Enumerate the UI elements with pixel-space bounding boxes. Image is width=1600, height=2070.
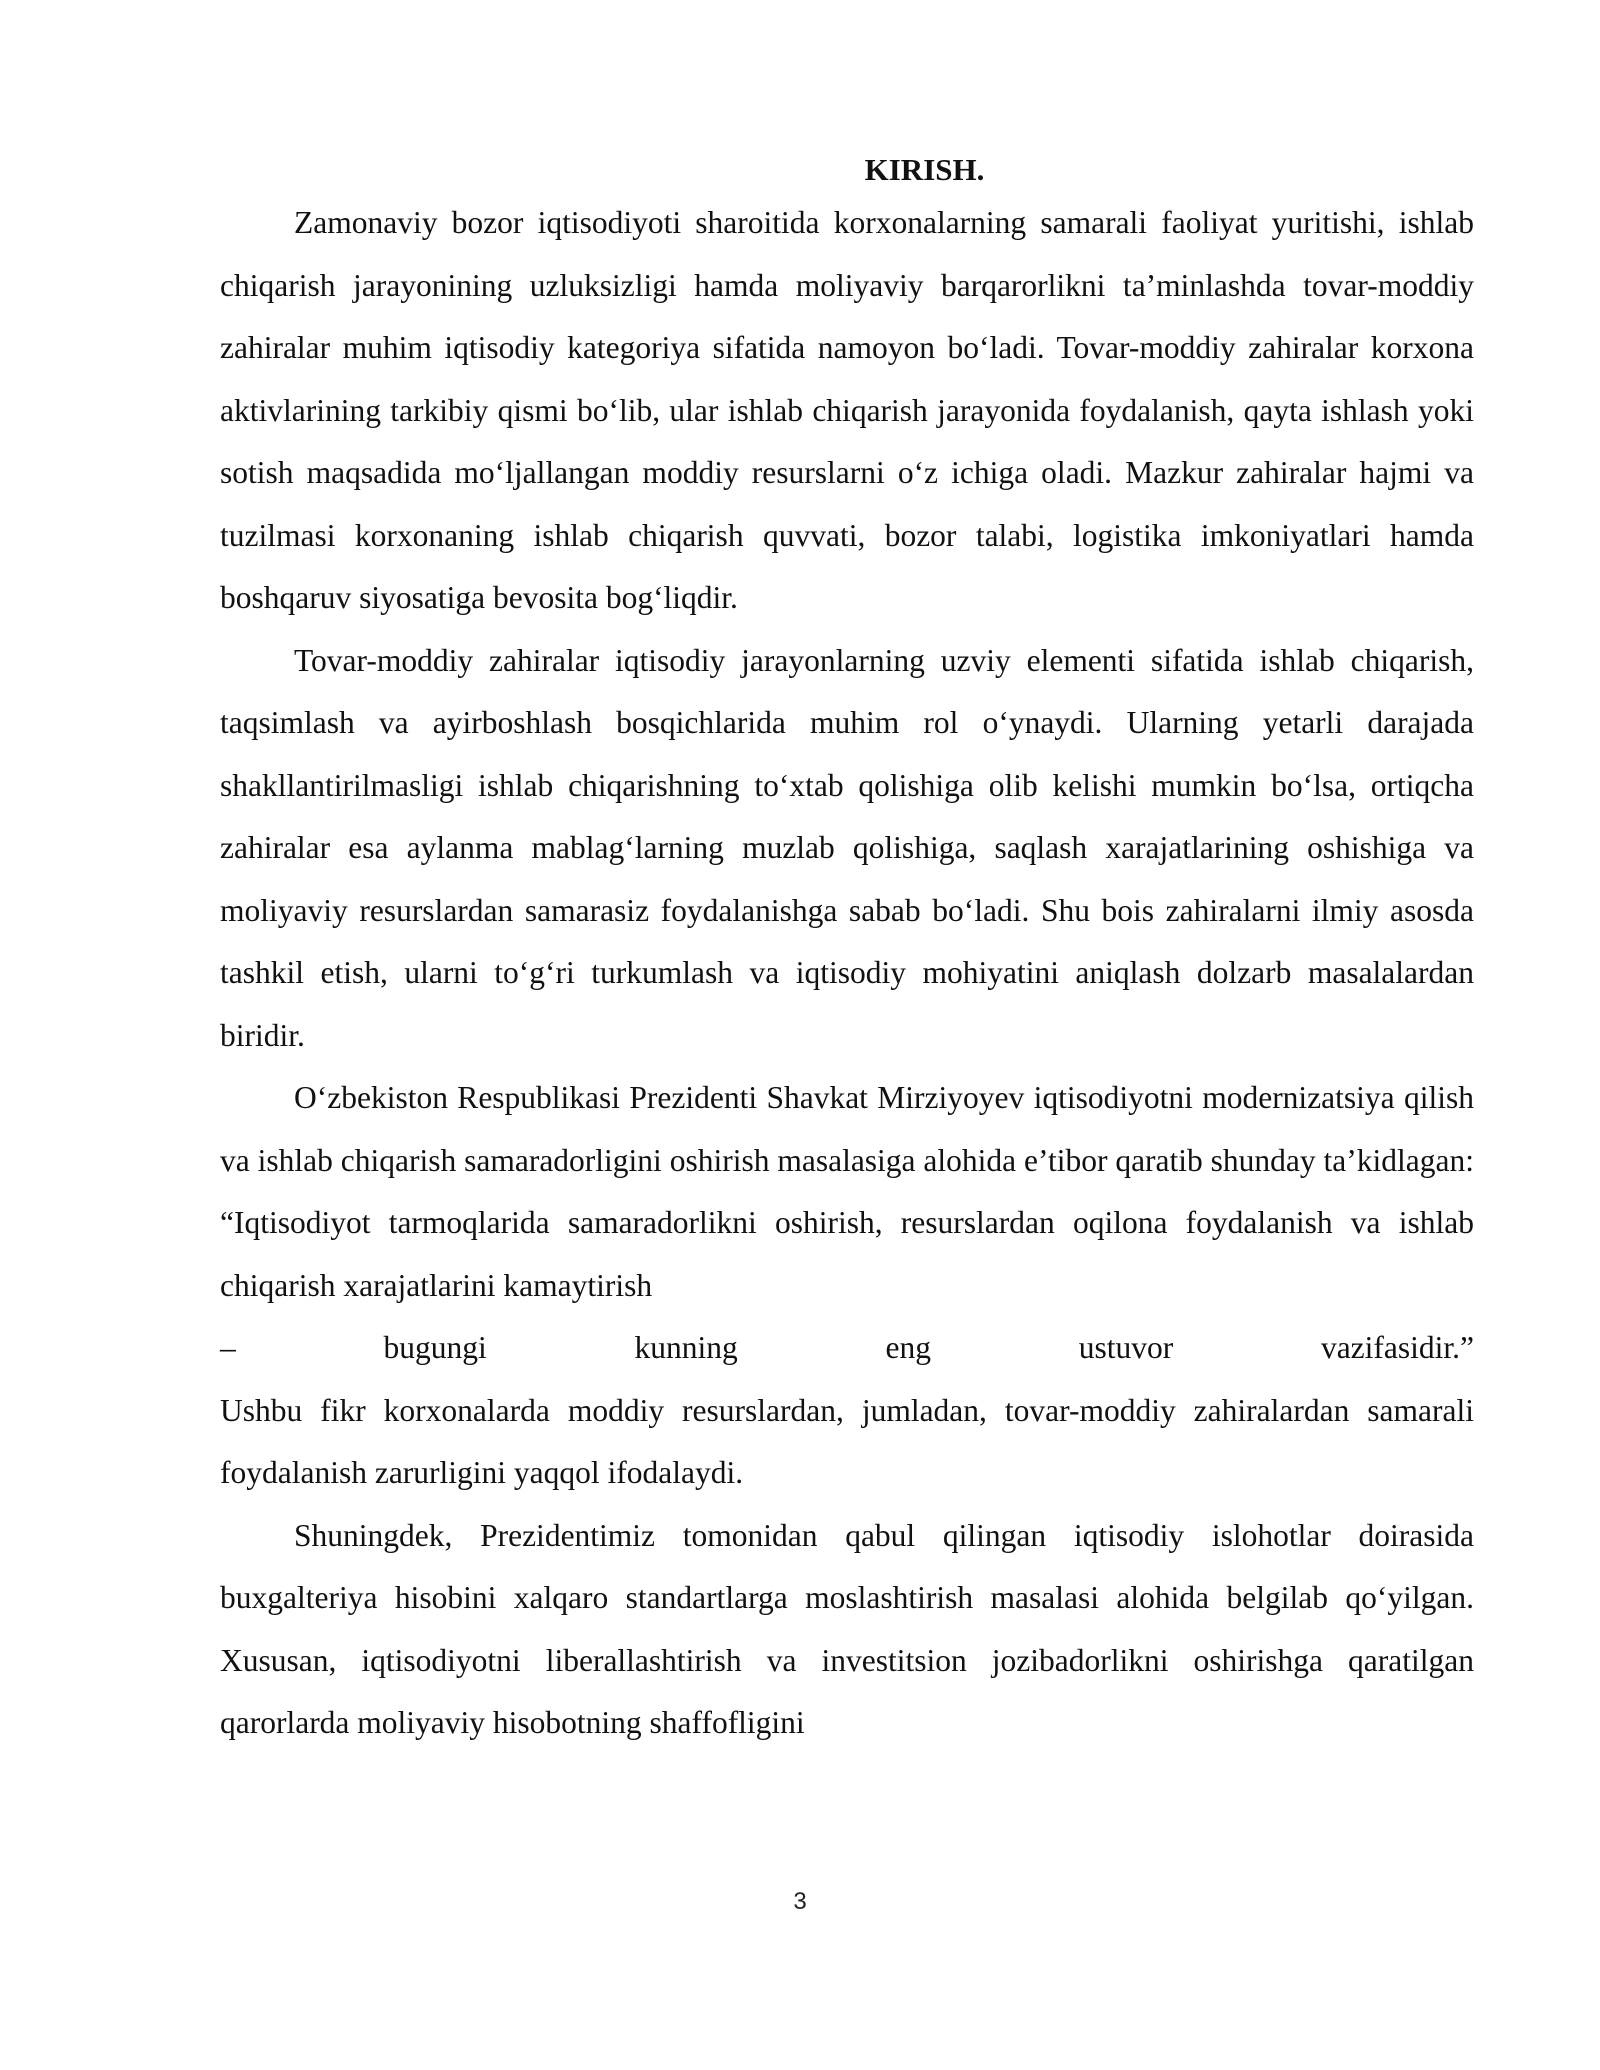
quote-word: vazifasidir.” [1320,1330,1474,1365]
page-content [220,148,1474,1755]
quote-closing-line [220,1317,1474,1380]
paragraph-2: Tovar-moddiy zahiralar iqtisodiy jarayonlarning uzviy elementi sifatida ishlab chiqarish, taqsimlash va ayirboshlash bosqichlarida muhim rol o‘ynaydi. Ularning yetarli darajada shakllantirilmasligi ishlab chiqarishning to‘xtab qolishiga olib kelishi mumkin bo‘lsa, ortiqcha zahiralar esa aylanma mablag‘larning muzlab qolishiga, saqlash xarajatlarining oshishiga va moliyaviy resurslardan samarasiz foydalanishga sabab bo‘ladi. Shu bois zahiralarni ilmiy asosda tashkil etish, ularni to‘g‘ri turkumlash va iqtisodiy mohiyatini aniqlash dolzarb masalalardan biridir. [220,642,1474,1053]
quote-word: ustuvor [1078,1330,1174,1365]
quote-word: eng [885,1330,931,1365]
page-number: 3 [793,1888,807,1915]
quote-word: – [220,1330,236,1365]
paragraph-3: O‘zbekiston Respublikasi Prezidenti Shavkat Mirziyoyev iqtisodiyotni modernizatsiya qilish va ishlab chiqarish samaradorligini oshirish masalasiga alohida e’tibor qaratib shunday ta’kidlagan: “Iqtisodiyot tarmoqlarida samaradorlikni oshirish, resurslardan oqilona foydalanish va ishlab chiqarish xarajatlarini kamaytirish [220,1080,1474,1303]
paragraph-4: Shuningdek, Prezidentimiz tomonidan qabul qilingan iqtisodiy islohotlar doirasida buxgalteriya hisobini xalqaro standartlarga moslashtirish masalasi alohida belgilab qo‘yilgan. Xususan, iqtisodiyotni liberallashtirish va investitsion jozibadorlikni oshirishga qaratilgan qarorlarda moliyaviy hisobotning shaffofligini [220,1517,1474,1740]
paragraph-3-continuation: Ushbu fikr korxonalarda moddiy resurslardan, jumladan, tovar-moddiy zahiralardan samarali foydalanish zarurligini yaqqol ifodalaydi. [220,1392,1474,1490]
paragraph-1: Zamonaviy bozor iqtisodiyoti sharoitida korxonalarning samarali faoliyat yuritishi, ishlab chiqarish jarayonining uzluksizligi hamda moliyaviy barqarorlikni ta’minlashda tovar-moddiy zahiralar muhim iqtisodiy kategoriya sifatida namoyon bo‘ladi. Tovar-moddiy zahiralar korxona aktivlarining tarkibiy qismi bo‘lib, ular ishlab chiqarish jarayonida foydalanish, qayta ishlash yoki sotish maqsadida mo‘ljallangan moddiy resurslarni o‘z ichiga oladi. Mazkur zahiralar hajmi va tuzilmasi korxonaning ishlab chiqarish quvvati, bozor talabi, logistika imkoniyatlari hamda boshqaruv siyosatiga bevosita bog‘liqdir. [220,205,1474,615]
quote-word: bugungi [383,1330,487,1365]
section-heading: KIRISH. [864,152,985,187]
quote-word: kunning [634,1330,738,1365]
